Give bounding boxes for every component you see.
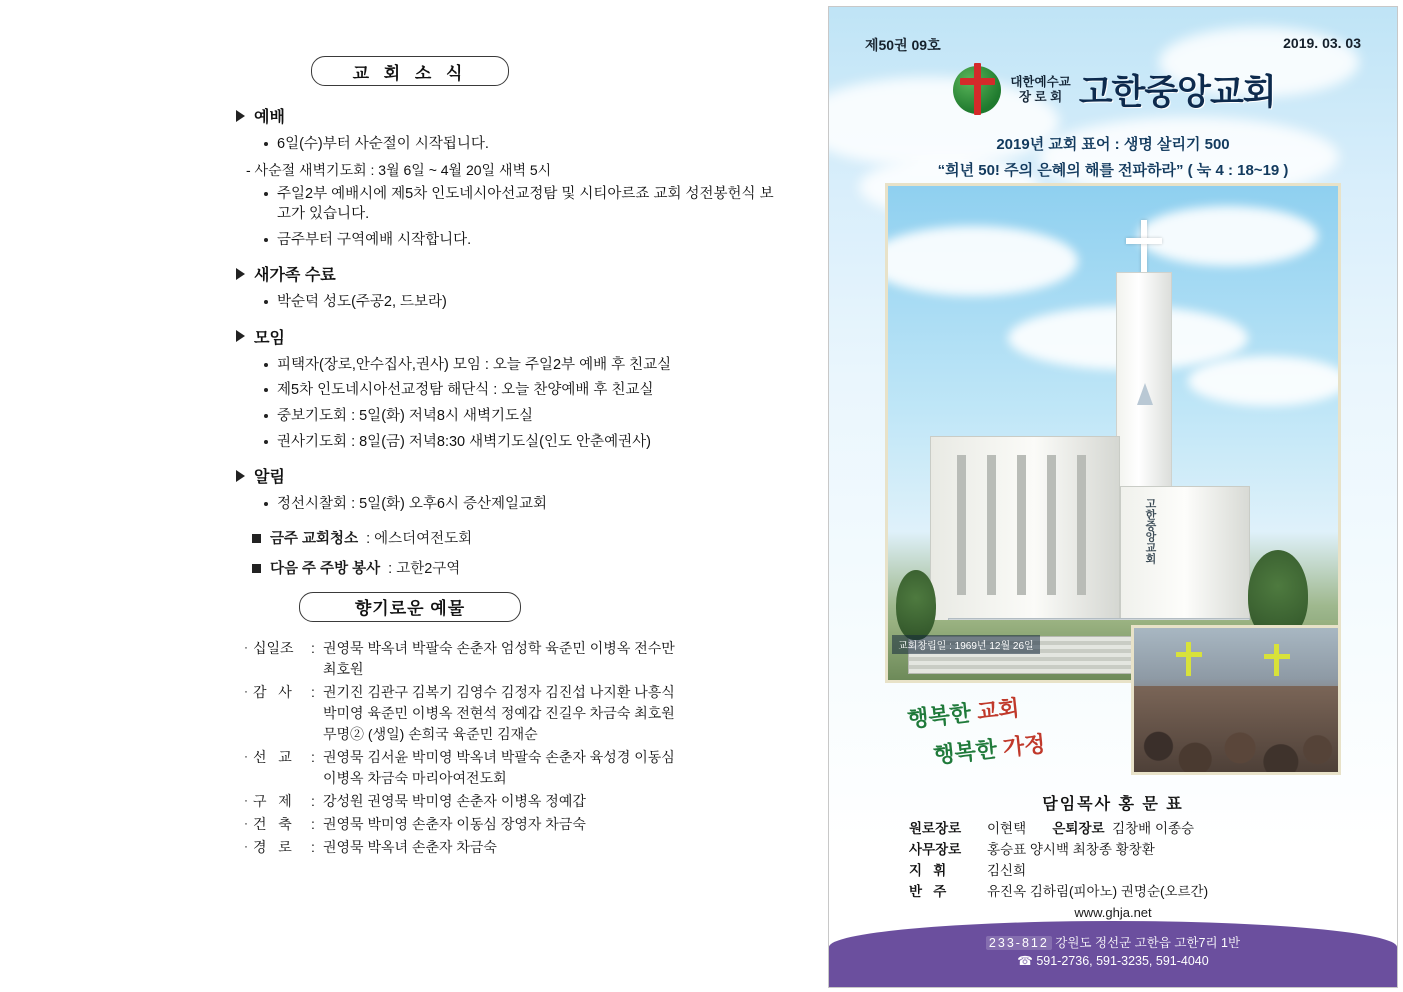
offering-names [323,814,784,835]
volume-number: 제50권 09호 [865,37,941,53]
staff-value [987,819,1329,840]
news-group-heading-label: 알림 [254,469,285,487]
offering-name-line: 권영묵 박미영 손춘자 이동심 장영자 차금숙 [323,815,586,832]
staff-row [909,840,1329,861]
cover-meta-row [829,35,1397,55]
address-text: 강원도 정선군 고한읍 고한7리 1반 [1055,936,1241,950]
triangle-bullet-icon [236,470,245,482]
staff-name-secondary: 김창배 이종승 [1112,821,1195,836]
offering-category: 선 교 [253,748,292,765]
church-website[interactable]: www.ghja.net [1074,905,1152,920]
offering-colon: : [311,683,315,700]
staff-row [909,819,1329,840]
offering-name-line: 이병옥 차금숙 마리아여전도회 [323,769,507,786]
steeple-cross-icon [1141,220,1147,278]
church-vertical-signage: 고한중앙교회 [1144,498,1156,564]
news-group-worship [236,104,776,250]
news-group-heading-label: 예배 [254,109,285,126]
offering-row [244,682,784,745]
postal-code: 233-812 [986,936,1052,950]
note-label: 다음 주 주방 봉사 [270,560,381,577]
offering-colon: : [311,792,315,809]
offering-title: 향기로운 예물 [299,592,521,622]
address-line [829,933,1397,951]
offering-category: 구 제 [253,792,292,809]
news-group-heading [236,325,776,348]
church-main-building [930,436,1120,626]
note-cleaning [252,527,776,548]
congregation-photo [1131,625,1341,775]
offering-name-line: 권기진 김관구 김복기 김영수 김정자 김진섭 나지환 나흥식 [323,683,675,700]
news-item: 중보기도회 : 5일(화) 저녁8시 새벽기도실 [264,406,776,427]
news-group-heading [236,464,776,487]
staff-role: 사무장로 [909,841,962,857]
dot-bullet-icon: · [244,792,248,807]
news-item: 박순덕 성도(주공2, 드보라) [264,292,776,313]
note-value: : 고한2구역 [388,560,461,577]
denomination-line-1: 대한예수교 [1010,75,1071,90]
note-kitchen [252,557,776,578]
news-group-heading [236,104,776,127]
news-group-notice [236,464,776,515]
dot-bullet-icon: · [244,639,248,654]
staff-name: 이현택 [987,821,1027,836]
scripture-slogan: “희년 50! 주의 은혜의 해를 전파하라” ( 눅 4 : 18~19 ) [937,162,1289,179]
bulletin-cover-page [828,6,1398,988]
news-item: 피택자(장로,안수집사,권사) 모임 : 오늘 주일2부 예배 후 친교실 [264,355,776,376]
church-news-title: 교 회 소 식 [311,56,509,86]
offering-name-line: 권영묵 박옥녀 박팔숙 손춘자 엄성학 육준민 이병옥 전수만 [323,639,675,656]
happy-home-slogan-part2: 가정 [1001,731,1047,761]
offering-name-line: 무명② (생일) 손희국 육준민 김재순 [323,725,538,742]
offering-category: 건 축 [253,815,292,832]
square-bullet-icon [252,564,261,573]
offering-category: 경 로 [253,838,292,855]
staff-value: 홍승표 양시백 최창종 황창환 [987,841,1155,857]
offering-name-line: 박미영 육준민 이병옥 전현석 정예갑 진길우 차금숙 최호원 [323,704,675,721]
offering-row [244,837,784,858]
offering-row [244,791,784,812]
year-slogan: 2019년 교회 표어 : 생명 살리기 500 [996,136,1230,153]
staff-value: 김신희 [987,862,1027,878]
senior-pastor: 담임목사 홍 문 표 [1042,796,1184,813]
offering-names [323,638,784,680]
staff-role: 지 휘 [909,862,947,878]
offering-names [323,682,784,745]
news-item: 금주부터 구역예배 시작합니다. [264,230,776,251]
news-item: 정선시찰회 : 5일(화) 오후6시 증산제일교회 [264,494,776,515]
offering-row [244,814,784,835]
news-group-heading [236,262,776,285]
triangle-bullet-icon [236,110,245,122]
dot-bullet-icon: · [244,748,248,763]
triangle-bullet-icon [236,268,245,280]
offering-colon: : [311,815,315,832]
triangle-bullet-icon [236,330,245,342]
offering-row [244,638,784,680]
denomination-line-2: 장 로 회 [1018,90,1063,104]
offering-list [244,638,784,858]
staff-role: 원로장로 [909,821,962,836]
happy-church-slogan-part2: 교회 [975,695,1021,725]
offering-colon: : [311,838,315,855]
happy-church-slogan-part1: 행복한 [906,699,979,732]
news-item: 제5차 인도네시아선교정탐 해단식 : 오늘 찬양예배 후 친교실 [264,380,776,401]
offering-colon: : [311,639,315,656]
staff-value: 유진옥 김하림(피아노) 권명순(오르간) [987,883,1209,899]
staff-role: 반 주 [909,883,947,899]
church-news-body [236,104,776,578]
offering-category: 십일조 [253,639,294,656]
news-group-new-family [236,262,776,313]
offering-name-line: 최호원 [323,660,364,677]
dot-bullet-icon: · [244,815,248,830]
staff-row [909,882,1329,903]
dot-bullet-icon: · [244,838,248,853]
news-item: 주일2부 예배시에 제5차 인도네시아선교정탐 및 시티아르죠 교회 성전봉헌식 보고가 있습니다. [264,184,776,225]
offering-names [323,837,784,858]
church-name: 고한중앙교회 [1078,73,1276,112]
news-subitem: - 사순절 새벽기도회 : 3월 6일 ~ 4월 20일 새벽 5시 [246,161,552,178]
happy-home-slogan [932,727,1047,770]
note-label: 금주 교회청소 [270,530,359,547]
offering-colon: : [311,748,315,765]
news-group-heading-label: 새가족 수료 [254,267,336,285]
staff-role-secondary: 은퇴장로 [1052,821,1105,836]
offering-names [323,747,784,789]
offering-category: 감 사 [253,683,292,700]
news-item: 권사기도회 : 8일(금) 저녁8:30 새벽기도실(인도 안춘예권사) [264,432,776,453]
news-group-heading-label: 모임 [254,329,285,347]
offering-name-line: 권영묵 박옥녀 손춘자 차금숙 [323,838,497,855]
offering-name-line: 강성원 권영묵 박미영 손춘자 이병옥 정예갑 [323,792,586,809]
issue-date: 2019. 03. 03 [1283,35,1361,51]
offering-name-line: 권영묵 김서윤 박미영 박옥녀 박팔숙 손춘자 육성경 이동심 [323,748,675,765]
note-value: : 에스더여전도회 [366,530,473,547]
cross-emblem-icon [950,63,1004,117]
square-bullet-icon [252,534,261,543]
news-group-meetings [236,325,776,452]
happy-home-slogan-part1: 행복한 [932,735,1005,768]
happy-church-slogan [906,691,1021,734]
tree-decoration [896,570,936,640]
news-item: 6일(수)부터 사순절이 시작됩니다. [264,134,776,155]
church-building-photo [885,183,1341,683]
phone-line: ☎ 591-2736, 591-3235, 591-4040 [1017,954,1209,968]
dot-bullet-icon: · [244,683,248,698]
church-logo-row [829,63,1397,117]
offering-row [244,747,784,789]
denomination-label [1010,75,1070,105]
staff-row [909,861,1329,882]
staff-list [909,819,1329,903]
footer-address-band [829,921,1397,987]
photo-caption: 교회창립일 : 1969년 12월 26일 [892,635,1040,654]
offering-names [323,791,784,812]
